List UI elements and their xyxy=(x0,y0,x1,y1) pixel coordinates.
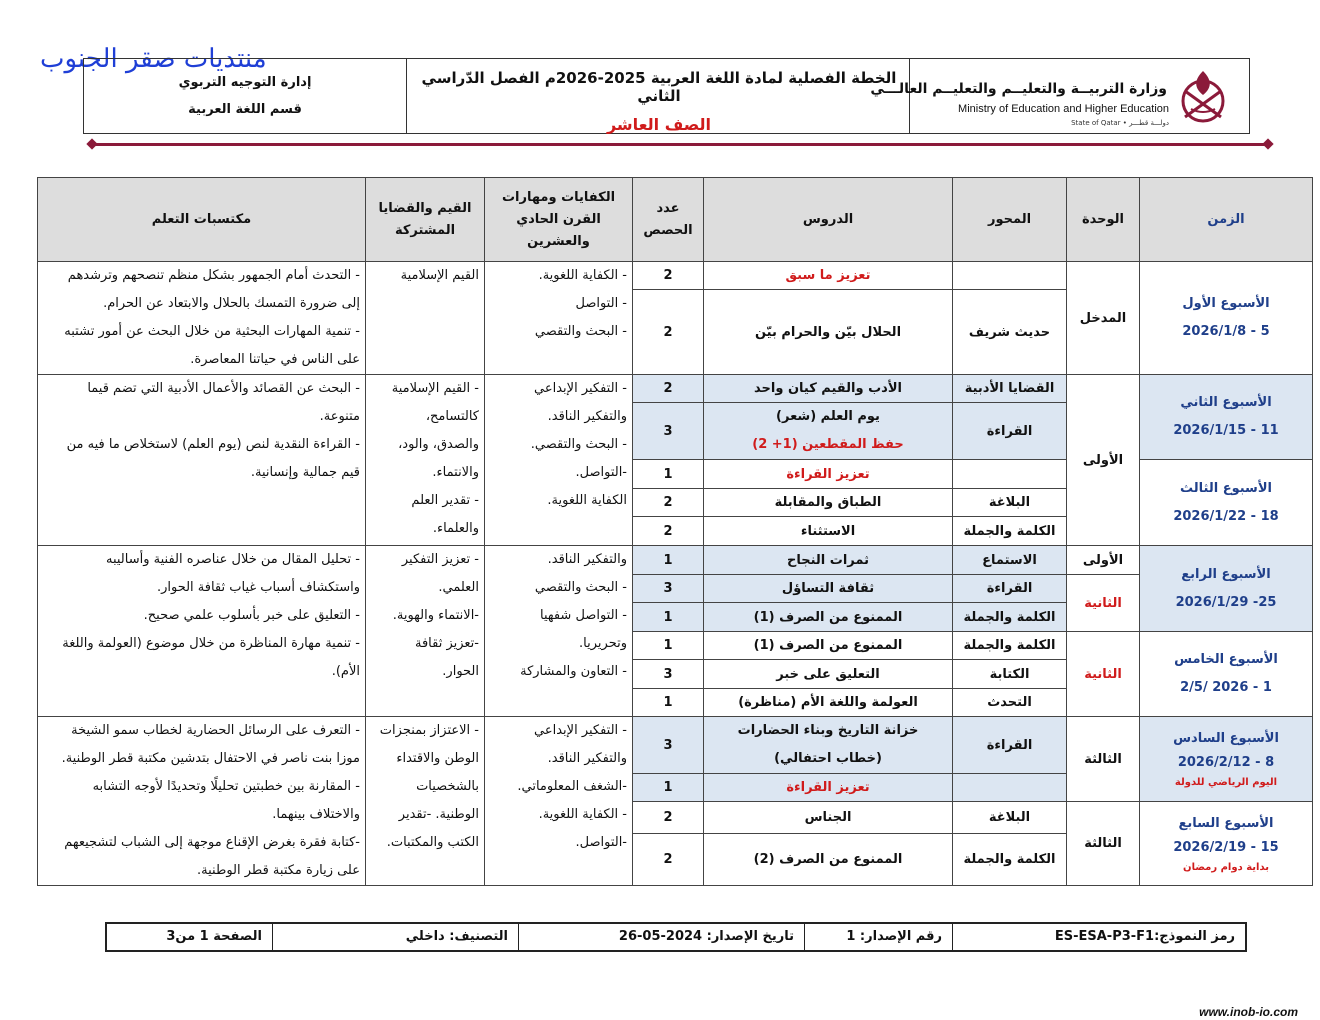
count-cell: 1 xyxy=(633,632,704,660)
section-name: قسم اللغة العربية xyxy=(188,102,302,117)
page-number: الصفحة 1 من3 xyxy=(166,929,262,944)
table-row xyxy=(38,375,1313,403)
axis-cell: الكلمة والجملة xyxy=(953,632,1067,660)
count-cell: 1 xyxy=(633,689,704,717)
lesson-cell: الممنوع من الصرف (1) xyxy=(704,603,953,632)
grade-title: الصف العاشر xyxy=(606,115,712,134)
count-cell: 2 xyxy=(633,375,704,403)
lesson-cell: الجناس xyxy=(704,802,953,834)
department-name: إدارة التوجيه التربوي xyxy=(178,75,312,90)
skills-cell: والتفكير الناقد. - البحث والتقصي - التواصل شفهيا وتحريريا. - التعاون والمشاركة xyxy=(485,546,633,717)
lesson-cell: التعليق على خبر xyxy=(704,660,953,689)
count-cell: 3 xyxy=(633,403,704,460)
table-row xyxy=(38,717,1313,774)
lesson-cell: الأدب والقيم كيان واحد xyxy=(704,375,953,403)
values-cell: القيم الإسلامية xyxy=(366,262,485,375)
count-cell: 2 xyxy=(633,517,704,546)
site-url: www.inob-io.com xyxy=(1199,1005,1298,1019)
col-skills: الكفايات ومهارات القرن الحادي والعشرين xyxy=(485,178,633,262)
count-cell: 2 xyxy=(633,802,704,834)
unit-cell: الثالثة xyxy=(1067,717,1140,802)
footer-bar xyxy=(105,922,1247,952)
divider-diamond-right xyxy=(1262,138,1273,149)
col-values: القيم والقضايا المشتركة xyxy=(366,178,485,262)
count-cell: 1 xyxy=(633,603,704,632)
ministry-name-en: Ministry of Education and Higher Education xyxy=(958,103,1169,115)
axis-cell: القضايا الأدبية xyxy=(953,375,1067,403)
axis-cell: الكتابة xyxy=(953,660,1067,689)
count-cell: 2 xyxy=(633,262,704,290)
skills-cell: - التفكير الإبداعي والتفكير الناقد. - البحث والتقصي. -التواصل. الكفاية اللغوية. xyxy=(485,375,633,546)
values-cell: - تعزيز التفكير العلمي. -الانتماء والهوية. -تعزيز ثقافة الحوار. xyxy=(366,546,485,717)
divider-diamond-left xyxy=(86,138,97,149)
lesson-cell: الاستثناء xyxy=(704,517,953,546)
watermark: منتديات صقر الجنوب xyxy=(40,44,267,74)
axis-cell: البلاغة xyxy=(953,489,1067,517)
axis-cell: حديث شريف xyxy=(953,290,1067,375)
axis-cell xyxy=(953,460,1067,489)
lesson-cell: ثقافة التساؤل xyxy=(704,575,953,603)
table-header-row xyxy=(38,178,1313,262)
lesson-cell: ثمرات النجاح xyxy=(704,546,953,575)
axis-cell: القراءة xyxy=(953,717,1067,774)
unit-cell: الثالثة xyxy=(1067,802,1140,886)
week-cell: الأسبوع الثالث 18 - 2026/1/22 xyxy=(1140,460,1313,546)
ministry-name-ar: وزارة التربيــة والتعليــم والتعليــم العالـــي xyxy=(870,81,1167,97)
lesson-cell: الحلال بيّن والحرام بيّن xyxy=(704,290,953,375)
count-cell: 3 xyxy=(633,717,704,774)
outcomes-cell: - التحدث أمام الجمهور بشكل منظم تنصحهم وترشدهم إلى ضرورة التمسك بالحلال والابتعاد عن الحرام. - تنمية المهارات البحثية من خلال البحث عن أمور تشتبه على الناس في حياتنا المعاصرة. xyxy=(38,262,366,375)
count-cell: 1 xyxy=(633,774,704,802)
axis-cell: القراءة xyxy=(953,575,1067,603)
plan-title-block xyxy=(406,59,911,133)
col-axis: المحور xyxy=(953,178,1067,262)
header-divider xyxy=(92,143,1268,146)
state-name: State of Qatar • دولـــة قطـــر xyxy=(1071,119,1169,127)
table-row xyxy=(38,546,1313,575)
count-cell: 3 xyxy=(633,660,704,689)
skills-cell: - الكفاية اللغوية. - التواصل - البحث والتقصي xyxy=(485,262,633,375)
axis-cell: الكلمة والجملة xyxy=(953,517,1067,546)
header-box xyxy=(83,58,1250,134)
col-unit: الوحدة xyxy=(1067,178,1140,262)
lesson-cell: تعزيز القراءة xyxy=(704,460,953,489)
axis-cell xyxy=(953,262,1067,290)
axis-cell: الكلمة والجملة xyxy=(953,603,1067,632)
axis-cell xyxy=(953,774,1067,802)
week-note: اليوم الرياضي للدولة xyxy=(1174,777,1278,788)
col-time: الزمن xyxy=(1140,178,1313,262)
qatar-emblem-icon xyxy=(1175,65,1231,131)
plan-title: الخطة الفصلية لمادة اللغة العربية 2025-2026م الفصل الدّراسي الثاني xyxy=(421,69,897,105)
count-cell: 3 xyxy=(633,575,704,603)
col-count: عدد الحصص xyxy=(633,178,704,262)
outcomes-cell: - التعرف على الرسائل الحضارية لخطاب سمو الشيخة موزا بنت ناصر في الاحتفال بتدشين مكتبة قطر الوطنية. - المقارنة بين خطبتين تحليلًا وتحديدًا لأوجه التشابه والاختلاف بينهما. -كتابة فقرة بغرض الإقناع موجهة إلى الشباب لتشجيعهم على زيارة مكتبة قطر الوطنية. xyxy=(38,717,366,886)
axis-cell: البلاغة xyxy=(953,802,1067,834)
form-code: رمز النموذج:ES-ESA-P3-F1 xyxy=(952,924,1245,950)
unit-cell: الثانية xyxy=(1067,575,1140,632)
lesson-cell: خزانة التاريخ وبناء الحضارات (خطاب احتفالي) xyxy=(704,717,953,774)
lesson-cell: العولمة واللغة الأم (مناظرة) xyxy=(704,689,953,717)
plan-table xyxy=(37,177,1313,886)
col-lessons: الدروس xyxy=(704,178,953,262)
week-cell: الأسبوع الثاني 11 - 2026/1/15 xyxy=(1140,375,1313,460)
week-cell: الأسبوع الأول 5 - 2026/1/8 xyxy=(1140,262,1313,375)
table-row xyxy=(38,262,1313,290)
week-cell: الأسبوع الخامس 1 - 2026 /2/5 xyxy=(1140,632,1313,717)
unit-cell: الأولى xyxy=(1067,546,1140,575)
ministry-block xyxy=(870,59,1249,133)
unit-cell: الثانية xyxy=(1067,632,1140,717)
week-cell: الأسبوع الرابع 25- 2026/1/29 xyxy=(1140,546,1313,632)
lesson-cell: الممنوع من الصرف (1) xyxy=(704,632,953,660)
lesson-cell: الممنوع من الصرف (2) xyxy=(704,834,953,886)
department-block xyxy=(84,59,406,133)
count-cell: 2 xyxy=(633,290,704,375)
count-cell: 1 xyxy=(633,460,704,489)
unit-cell: المدخل xyxy=(1067,262,1140,375)
axis-cell: الكلمة والجملة xyxy=(953,834,1067,886)
week-cell: الأسبوع السابع 15 - 2026/2/19 بداية دوام رمضان xyxy=(1140,802,1313,886)
lesson-cell: تعزيز ما سبق xyxy=(704,262,953,290)
values-cell: - الاعتزاز بمنجزات الوطن والاقتداء بالشخصيات الوطنية. -تقدير الكتب والمكتبات. xyxy=(366,717,485,886)
axis-cell: التحدث xyxy=(953,689,1067,717)
outcomes-cell: - البحث عن القصائد والأعمال الأدبية التي تضم قيما متنوعة. - القراءة النقدية لنص (يوم العلم) لاستخلاص ما فيه من قيم جمالية وإنسانية. xyxy=(38,375,366,546)
col-outcomes: مكتسبات التعلم xyxy=(38,178,366,262)
classification: التصنيف: داخلي xyxy=(272,924,518,950)
skills-cell: - التفكير الإبداعي والتفكير الناقد. -الشغف المعلوماتي. - الكفاية اللغوية. -التواصل. xyxy=(485,717,633,886)
count-cell: 2 xyxy=(633,489,704,517)
count-cell: 2 xyxy=(633,834,704,886)
issue-number: رقم الإصدار: 1 xyxy=(804,924,952,950)
lesson-cell: الطباق والمقابلة xyxy=(704,489,953,517)
axis-cell: القراءة xyxy=(953,403,1067,460)
week-cell: الأسبوع السادس 8 - 2026/2/12 اليوم الرياضي للدولة xyxy=(1140,717,1313,802)
values-cell: - القيم الإسلامية كالتسامح، والصدق، والود، والانتماء. - تقدير العلم والعلماء. xyxy=(366,375,485,546)
lesson-cell: يوم العلم (شعر) حفظ المقطعين (1+ 2) xyxy=(704,403,953,460)
lesson-cell: تعزيز القراءة xyxy=(704,774,953,802)
week-note: بداية دوام رمضان xyxy=(1183,861,1269,873)
outcomes-cell: - تحليل المقال من خلال عناصره الفنية وأساليبه واستكشاف أسباب غياب ثقافة الحوار. - التعليق على خبر بأسلوب علمي صحيح. - تنمية مهارة المناظرة من خلال موضوع (العولمة واللغة الأم). xyxy=(38,546,366,717)
count-cell: 1 xyxy=(633,546,704,575)
axis-cell: الاستماع xyxy=(953,546,1067,575)
unit-cell: الأولى xyxy=(1067,375,1140,546)
issue-date: تاريخ الإصدار: 2024-05-26 xyxy=(518,924,804,950)
